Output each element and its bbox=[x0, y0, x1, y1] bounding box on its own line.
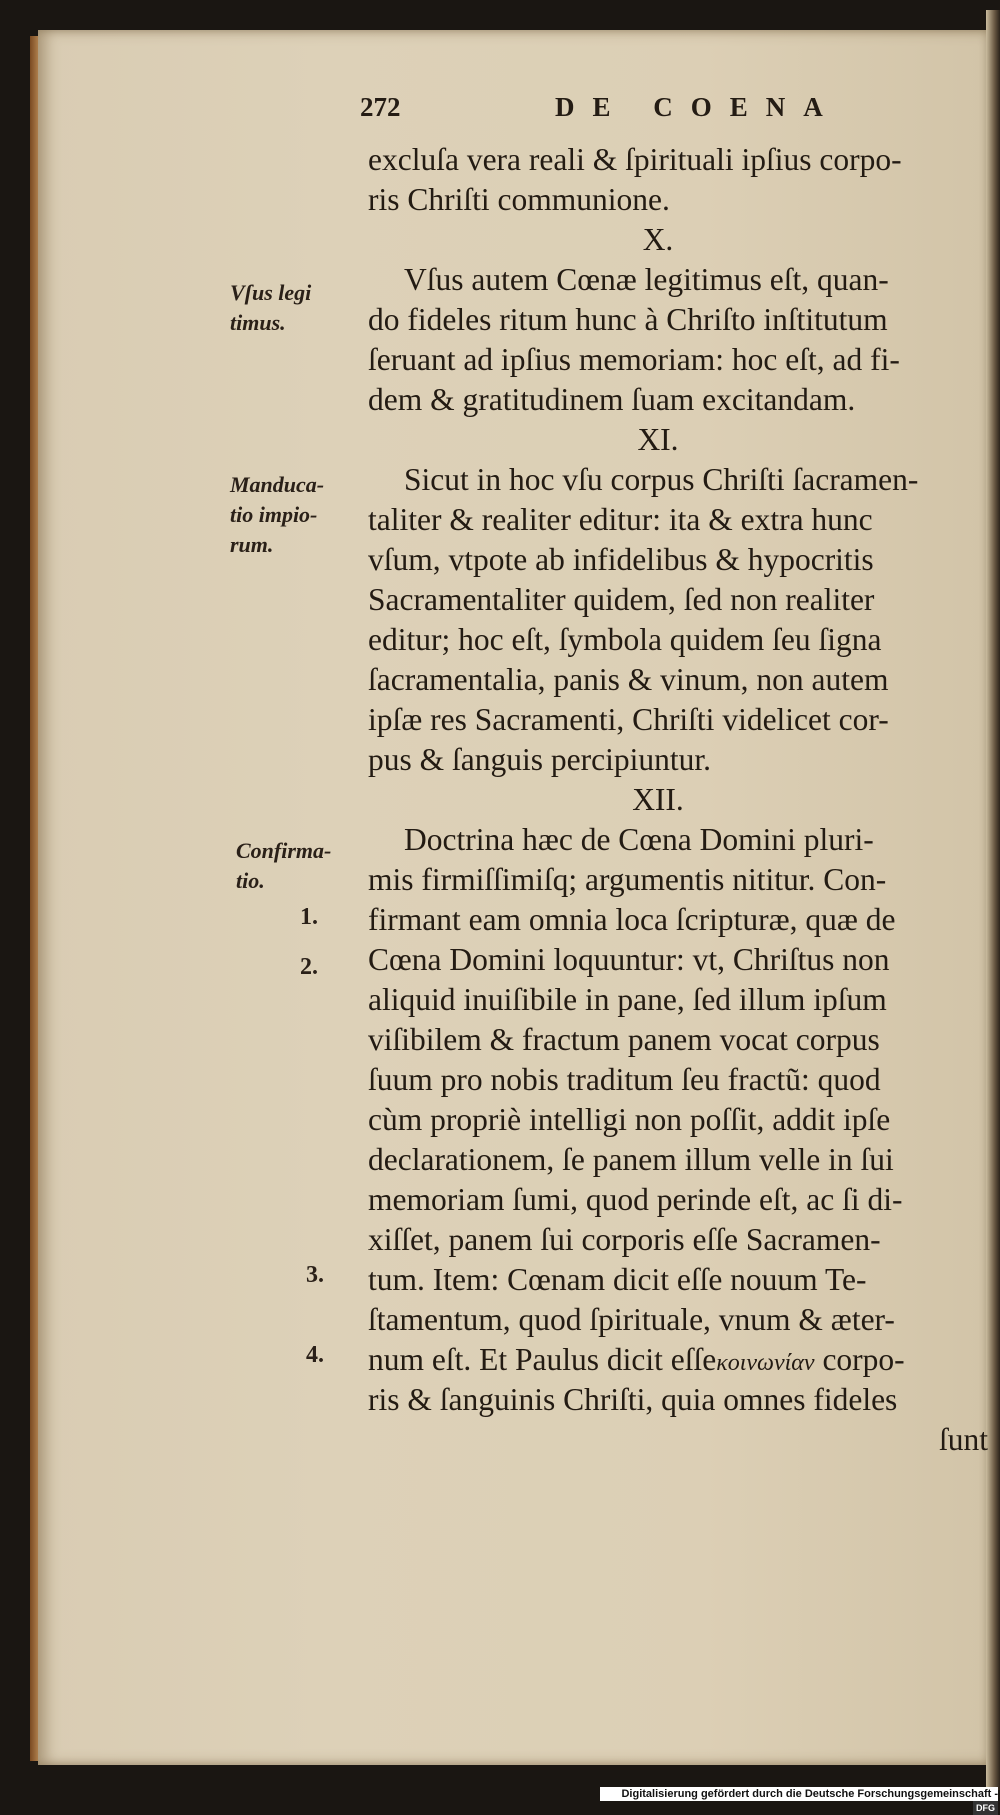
text-line: firmant eam omnia loca ſcripturæ, quæ de bbox=[368, 902, 896, 937]
text-line: viſibilem & fractum panem vocat corpus bbox=[368, 1022, 880, 1057]
catchword: ſunt bbox=[938, 1422, 988, 1457]
margin-note-line: Manduca- bbox=[230, 472, 325, 497]
margin-number: 3. bbox=[306, 1262, 324, 1288]
text-line: tum. Item: Cœnam dicit eſſe nouum Te- bbox=[368, 1262, 867, 1297]
digitization-footer bbox=[600, 1787, 998, 1813]
text-line: dem & gratitudinem ſuam excitandam. bbox=[368, 382, 856, 417]
page-right-edge bbox=[986, 10, 1000, 1790]
text-line: Doctrina hæc de Cœna Domini pluri- bbox=[404, 822, 874, 857]
margin-number: 1. bbox=[300, 904, 318, 930]
margin-note-line: tio impio- bbox=[230, 502, 318, 527]
text-line: aliquid inuiſibile in pane, ſed illum ipſum bbox=[368, 982, 887, 1017]
running-title: DE COENA bbox=[555, 92, 841, 122]
text-line: memoriam ſumi, quod perinde eſt, ac ſi di- bbox=[368, 1182, 903, 1217]
text-line: declarationem, ſe panem illum velle in ſui bbox=[368, 1142, 894, 1177]
margin-number: 4. bbox=[306, 1342, 324, 1368]
text-line: ſtamentum, quod ſpirituale, vnum & æter- bbox=[368, 1302, 895, 1337]
text-line: vſum, vtpote ab infidelibus & hypocritis bbox=[368, 542, 874, 577]
text-line: xiſſet, panem ſui corporis eſſe Sacramen- bbox=[368, 1222, 881, 1257]
text-line: ipſæ res Sacramenti, Chriſti videlicet cor- bbox=[368, 702, 889, 737]
section-numeral: XI. bbox=[637, 422, 679, 457]
text-line: Sacramentaliter quidem, ſed non realiter bbox=[368, 582, 875, 617]
margin-note-line: timus. bbox=[230, 310, 286, 335]
text-line: do fideles ritum hunc à Chriſto inſtitutum bbox=[368, 302, 888, 337]
margin-note-manducatio bbox=[230, 470, 324, 560]
footer-text: Digitalisierung gefördert durch die Deutsche Forschungsgemeinschaft - bbox=[621, 1788, 998, 1800]
text-fragment: corpo- bbox=[814, 1342, 905, 1377]
text-line: ſeruant ad ipſius memoriam: hoc eſt, ad fi- bbox=[368, 342, 900, 377]
text-line: pus & ſanguis percipiuntur. bbox=[368, 742, 711, 777]
page-header bbox=[360, 92, 980, 132]
text-line: excluſa vera reali & ſpirituali ipſius corpo- bbox=[368, 142, 902, 177]
margin-note-line: Confirma- bbox=[236, 838, 332, 863]
text-line: editur; hoc eſt, ſymbola quidem ſeu ſigna bbox=[368, 622, 882, 657]
text-line: Cœna Domini loquuntur: vt, Chriſtus non bbox=[368, 942, 890, 977]
main-text-block bbox=[368, 140, 988, 1460]
margin-note-usus bbox=[230, 278, 311, 338]
margin-note-line: tio. bbox=[236, 868, 265, 893]
text-fragment: num eſt. Et Paulus dicit eſſe bbox=[368, 1342, 717, 1377]
section-numeral: XII. bbox=[632, 782, 684, 817]
text-line: cùm propriè intelligi non poſſit, addit ipſe bbox=[368, 1102, 891, 1137]
text-line: Sicut in hoc vſu corpus Chriſti ſacramen- bbox=[404, 462, 919, 497]
greek-word: κοινωνίαν bbox=[716, 1350, 815, 1376]
text-line: ris Chriſti communione. bbox=[368, 182, 670, 217]
page-number: 272 bbox=[360, 92, 401, 122]
text-line: taliter & realiter editur: ita & extra hunc bbox=[368, 502, 873, 537]
text-line: ſacramentalia, panis & vinum, non autem bbox=[368, 662, 889, 697]
dfg-logo: DFG bbox=[973, 1801, 998, 1815]
section-numeral: X. bbox=[642, 222, 674, 257]
text-line: Vſus autem Cœnæ legitimus eſt, quan- bbox=[404, 262, 889, 297]
text-line: mis firmiſſimiſq; argumentis nititur. Con- bbox=[368, 862, 887, 897]
text-line: ris & ſanguinis Chriſti, quia omnes fideles bbox=[368, 1382, 898, 1417]
text-line: ſuum pro nobis traditum ſeu fractũ: quod bbox=[368, 1062, 881, 1097]
margin-note-confirmatio bbox=[236, 836, 331, 896]
text-line-with-greek bbox=[368, 1340, 988, 1380]
margin-note-line: rum. bbox=[230, 532, 274, 557]
margin-note-line: Vſus legi bbox=[230, 280, 312, 305]
margin-number: 2. bbox=[300, 954, 318, 980]
